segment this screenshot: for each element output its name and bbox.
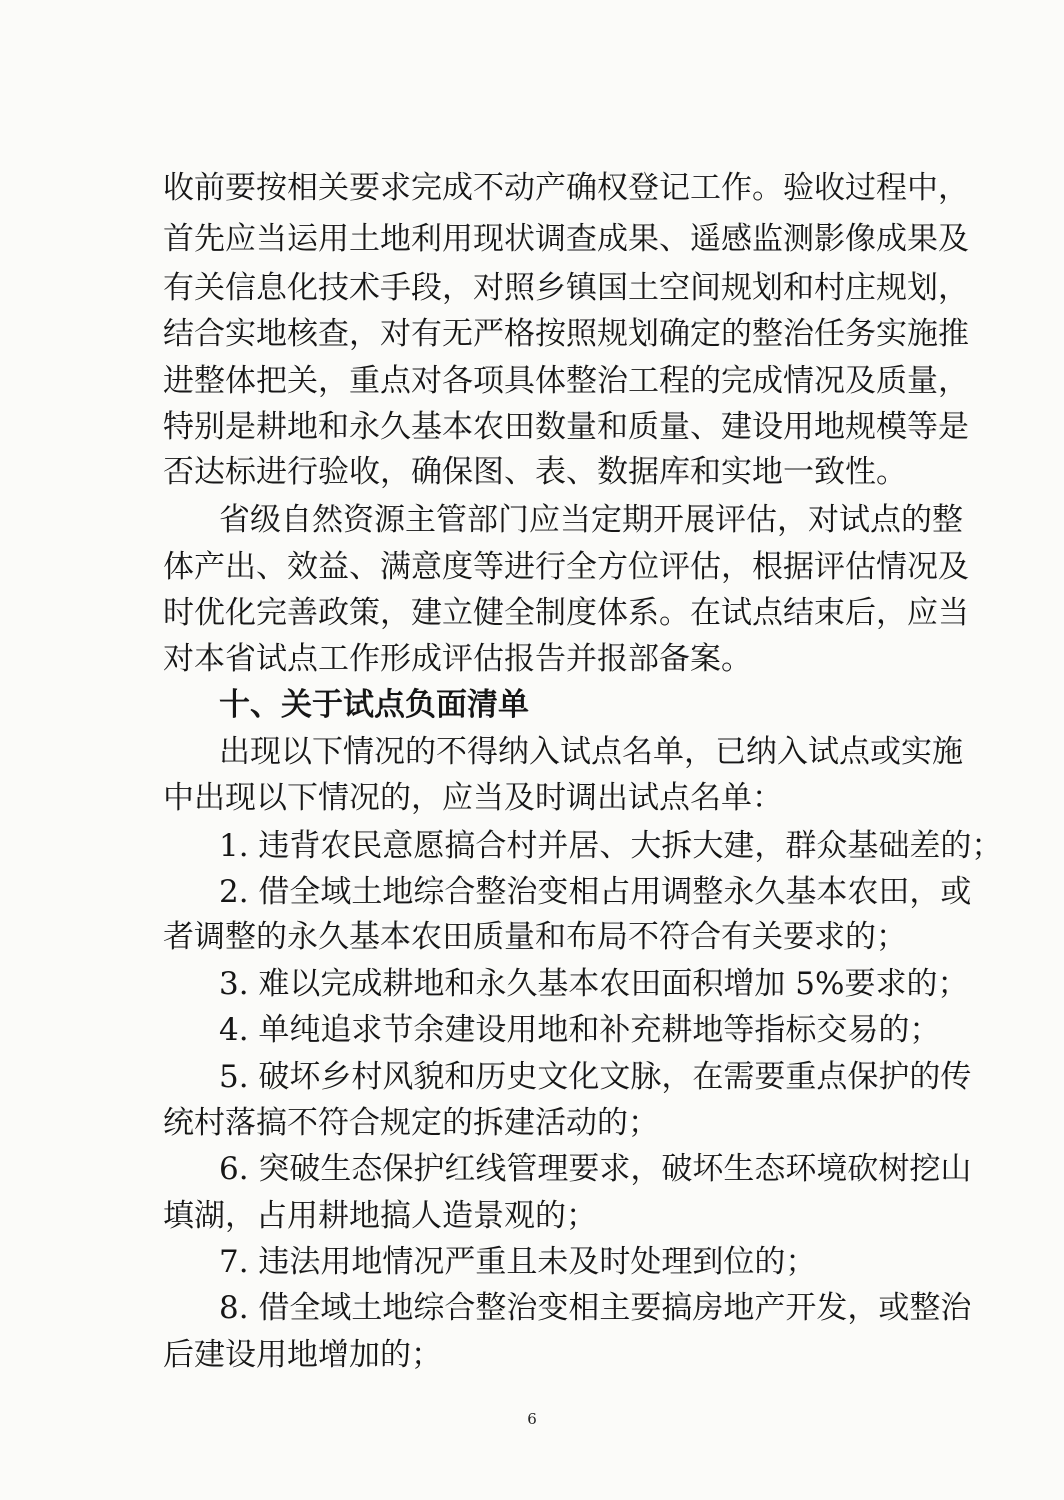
list-item-8-cont: 后建设用地增加的； [163,1337,442,1373]
body-line: 中出现以下情况的，应当及时调出试点名单： [163,780,783,816]
body-line: 收前要按相关要求完成不动产确权登记工作。验收过程中， [163,170,969,206]
section-heading: 十、关于试点负面清单 [219,687,529,723]
list-item-6-cont: 填湖，占用耕地搞人造景观的； [163,1198,597,1234]
list-item-4: 4. 单纯追求节余建设用地和补充耕地等指标交易的； [219,1012,941,1048]
body-line: 进整体把关，重点对各项具体整治工程的完成情况及质量， [163,363,969,399]
list-item-5-cont: 统村落搞不符合规定的拆建活动的； [163,1105,659,1141]
page-number: 6 [527,1410,537,1428]
list-item-2: 2. 借全域土地综合整治变相占用调整永久基本农田，或 [219,874,972,910]
paragraph-first-line: 省级自然资源主管部门应当定期开展评估，对试点的整 [219,502,963,538]
body-line: 结合实地核查，对有无严格按照规划确定的整治任务实施推 [163,316,969,352]
list-item-5: 5. 破坏乡村风貌和历史文化文脉，在需要重点保护的传 [219,1059,972,1095]
list-item-3: 3. 难以完成耕地和永久基本农田面积增加 5%要求的； [219,966,969,1002]
list-item-6: 6. 突破生态保护红线管理要求，破坏生态环境砍树挖山 [219,1151,972,1187]
body-line: 对本省试点工作形成评估报告并报部备案。 [163,641,752,677]
body-line: 有关信息化技术手段，对照乡镇国土空间规划和村庄规划， [163,270,969,306]
body-line: 否达标进行验收，确保图、表、数据库和实地一致性。 [163,454,907,490]
body-line: 首先应当运用土地利用现状调查成果、遥感监测影像成果及 [163,221,969,257]
list-item-1: 1. 违背农民意愿搞合村并居、大拆大建，群众基础差的； [219,828,1003,864]
list-item-7: 7. 违法用地情况严重且未及时处理到位的； [219,1244,817,1280]
paragraph-first-line: 出现以下情况的不得纳入试点名单，已纳入试点或实施 [219,734,963,770]
body-line: 时优化完善政策，建立健全制度体系。在试点结束后，应当 [163,595,969,631]
body-line: 体产出、效益、满意度等进行全方位评估，根据评估情况及 [163,549,969,585]
list-item-8: 8. 借全域土地综合整治变相主要搞房地产开发，或整治 [219,1290,972,1326]
body-line: 特别是耕地和永久基本农田数量和质量、建设用地规模等是 [163,409,969,445]
list-item-2-cont: 者调整的永久基本农田质量和布局不符合有关要求的； [163,919,907,955]
